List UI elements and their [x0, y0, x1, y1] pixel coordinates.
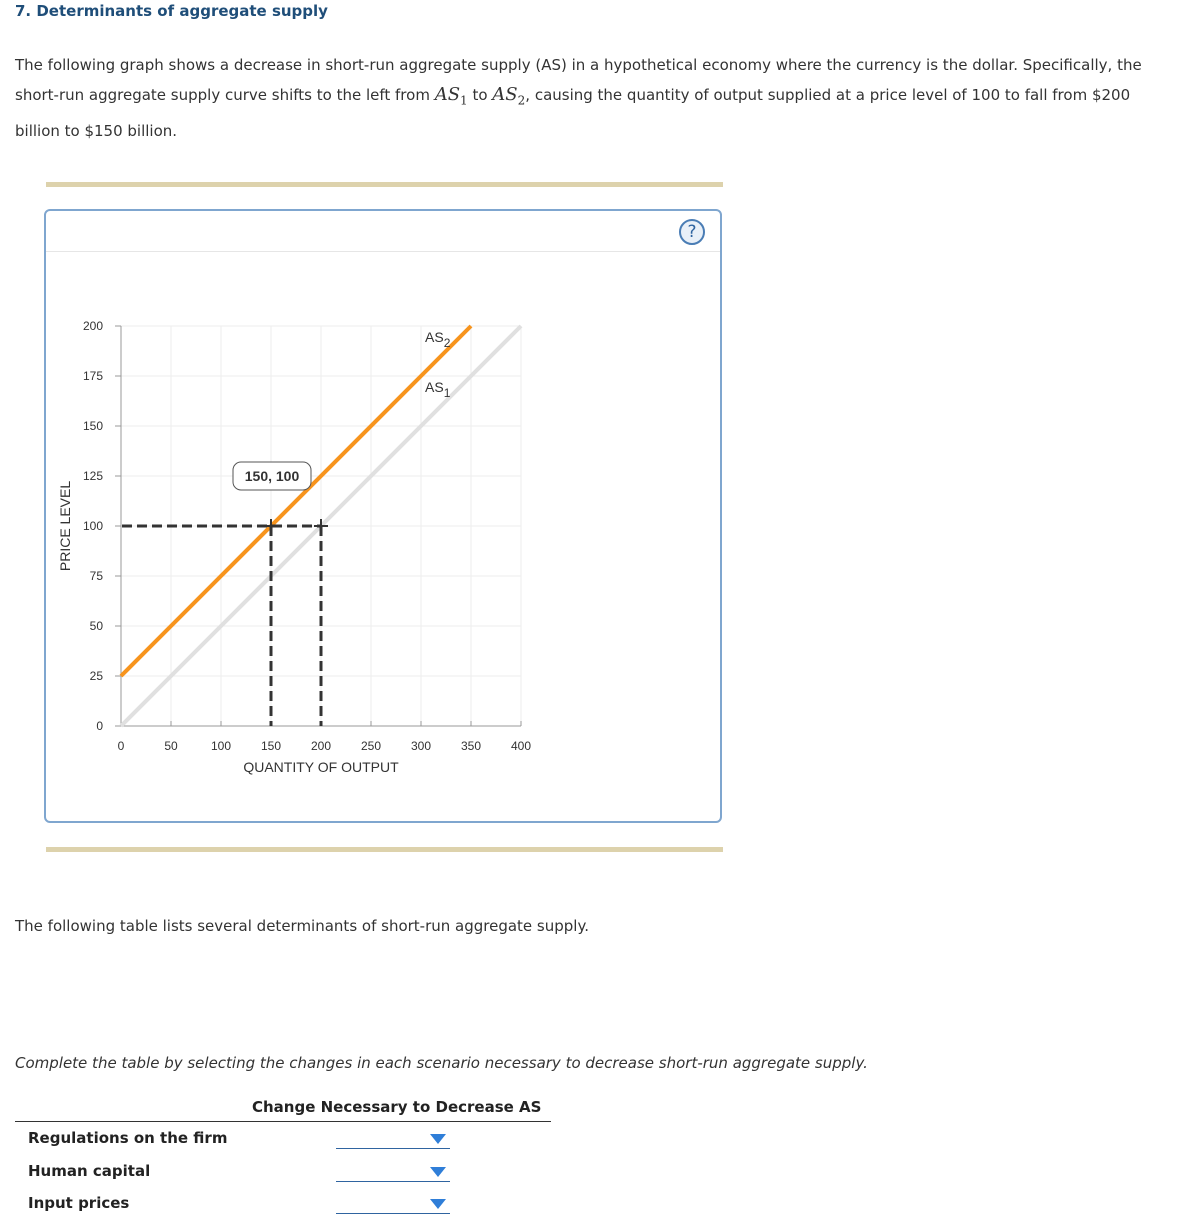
bottom-divider [46, 847, 723, 852]
row-label-regulations: Regulations on the firm [28, 1129, 228, 1147]
x-tick-label: 150 [260, 739, 282, 753]
y-tick-label: 150 [82, 419, 103, 433]
y-tick-label: 75 [89, 569, 103, 583]
row-label-human-capital: Human capital [28, 1162, 151, 1180]
row-label-input-prices: Input prices [28, 1194, 130, 1212]
x-tick-label: 0 [117, 739, 125, 753]
x-tick-label: 300 [410, 739, 432, 753]
as1-label: AS1 [425, 379, 451, 400]
y-tick-label: 175 [82, 369, 103, 383]
x-tick-label: 100 [210, 739, 232, 753]
y-tick-label: 0 [96, 719, 103, 733]
y-tick-label: 125 [82, 469, 103, 483]
x-tick-label: 400 [510, 739, 532, 753]
y-axis-label: PRICE LEVEL [57, 480, 73, 572]
as2-label: AS2 [425, 329, 451, 350]
point-label: 150, 100 [244, 468, 300, 484]
dropdown-input-prices[interactable] [336, 1195, 450, 1214]
as1-symbol: $AS_1$ [434, 84, 468, 108]
y-tick-label: 100 [82, 519, 103, 533]
chevron-down-icon [430, 1134, 446, 1144]
chevron-down-icon [430, 1167, 446, 1177]
y-tick-label: 25 [89, 669, 103, 683]
graph-panel [44, 209, 722, 823]
as2-symbol: $AS_2$ [492, 84, 526, 108]
page-title: 7. Determinants of aggregate supply [15, 2, 328, 20]
as2-curve [121, 326, 471, 676]
table-column-header: Change Necessary to Decrease AS [252, 1098, 542, 1116]
intro-text-1: The following graph shows a decrease in short-run aggregate supply (AS) in a hypothetical economy where the currency is the dollar. Specifically, the short-run aggregate supply curve shifts to the left from [15, 56, 1142, 104]
dropdown-human-capital[interactable] [336, 1163, 450, 1182]
x-tick-label: 50 [164, 739, 178, 753]
x-tick-label: 200 [310, 739, 332, 753]
chevron-down-icon [430, 1199, 446, 1209]
table-instruction: Complete the table by selecting the changes in each scenario necessary to decrease short-run aggregate supply. [15, 1054, 868, 1072]
intro-text-3: , causing the quantity of output supplied at a price level of 100 to fall from $200 billion to $150 billion. [15, 86, 1131, 140]
x-axis-label: QUANTITY OF OUTPUT [243, 759, 399, 775]
top-divider [46, 182, 723, 187]
dropdown-regulations[interactable] [336, 1130, 450, 1149]
intro-paragraph [15, 50, 1175, 146]
x-tick-label: 250 [360, 739, 382, 753]
chart-labels [233, 329, 451, 490]
intro-text-2: to [467, 86, 493, 104]
chart [46, 211, 720, 821]
table-intro: The following table lists several determinants of short-run aggregate supply. [15, 917, 589, 935]
y-tick-label: 200 [82, 319, 103, 333]
y-tick-label: 50 [89, 619, 103, 633]
table-header-line [15, 1121, 551, 1122]
x-tick-label: 350 [460, 739, 482, 753]
question-mark-icon[interactable]: ? [679, 219, 705, 245]
